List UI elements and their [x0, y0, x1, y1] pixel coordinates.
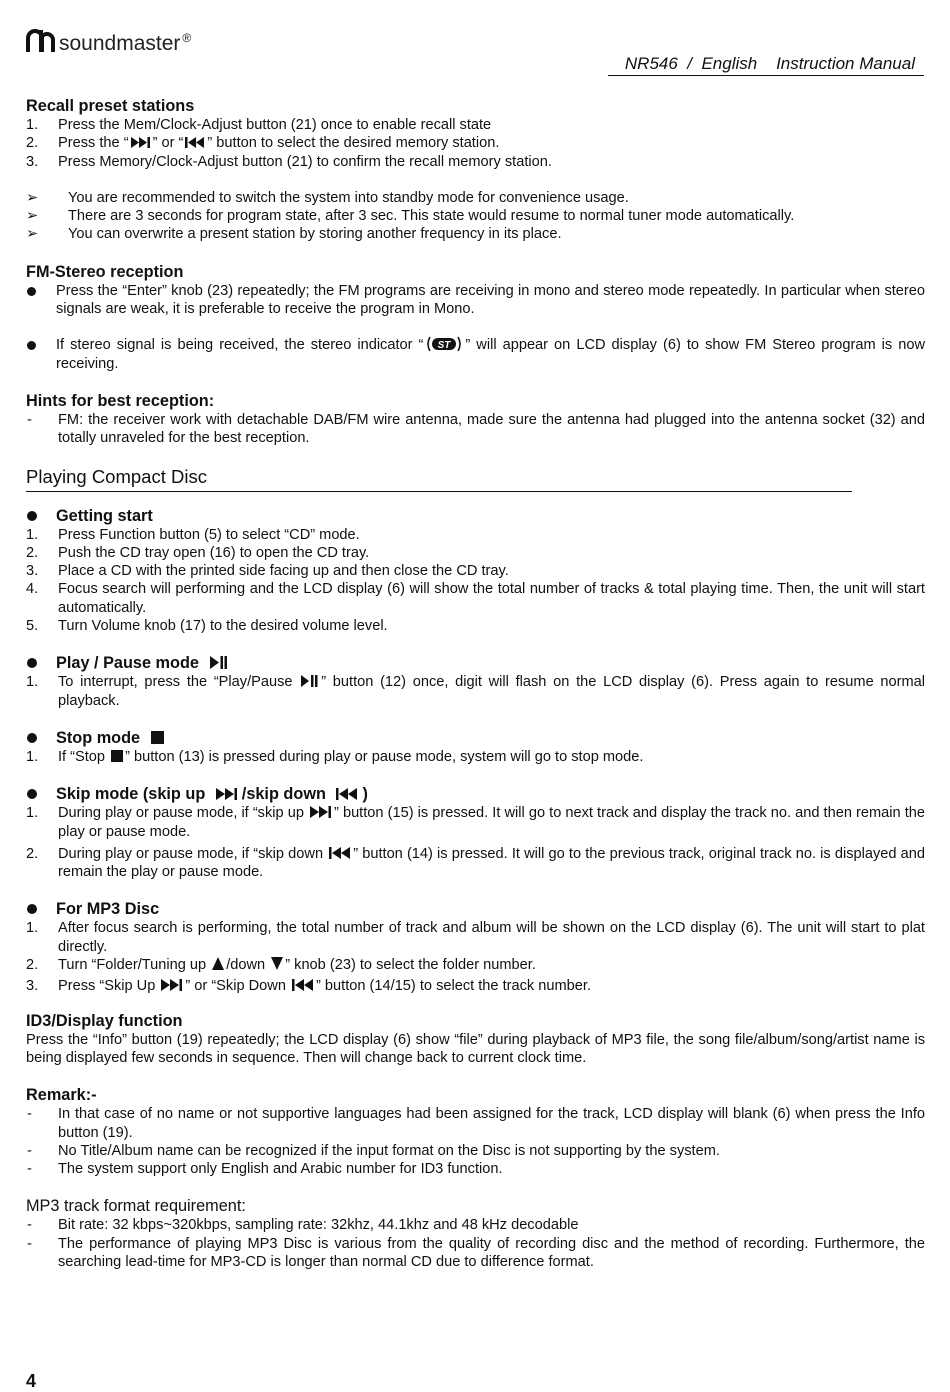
bullet-item: Press the “Enter” knob (23) repeatedly; the FM programs are receiving in mono and stereo mode repeatedly. In particular when stereo signals are weak, it is preferable to receive the program in Mono. [26, 282, 925, 319]
skip-back-icon [292, 979, 314, 991]
id3-title: ID3/Display function [26, 1011, 183, 1030]
list-item: 2. Turn “Folder/Tuning up /down ” knob (23) to select the folder number. [26, 957, 536, 974]
list-item: 4. Focus search will performing and the LCD display (6) will show the total number of tracks & total playing time. Then, the unit will start automatically. [26, 581, 925, 616]
play-pause-icon [210, 656, 228, 669]
skip-back-icon [336, 788, 358, 800]
hints-title: Hints for best reception: [26, 391, 215, 410]
remark-title: Remark:- [26, 1086, 97, 1105]
brand-name: soundmaster ® [59, 31, 192, 55]
skip-forward-icon [161, 979, 183, 991]
dash-item: - The performance of playing MP3 Disc is various from the quality of recording disc and the method of recording. Furthermore, the searching lead-time for MP3-CD is longer than normal CD due to difference format. [27, 1235, 925, 1270]
list-item: 2. Push the CD tray open (16) to open the CD tray. [26, 544, 370, 561]
list-item: 1. Press the Mem/Clock-Adjust button (21) once to enable recall state [26, 117, 492, 133]
stop-icon [111, 750, 123, 762]
brand-logo [26, 26, 191, 56]
list-item: 3. Press “Skip Up ” or “Skip Down ” button (14/15) to select the track number. [26, 978, 591, 995]
skip-forward-icon [310, 806, 332, 818]
list-item: 3. Place a CD with the printed side facing up and then close the CD tray. [26, 563, 509, 580]
triangle-down-icon [271, 957, 283, 970]
skip-forward-icon [131, 137, 151, 148]
page-number: 4 [26, 1371, 37, 1391]
list-item: 1. After focus search is performing, the total number of track and album will be shown on the LCD display (6). The unit will start to plat directly. [26, 920, 925, 955]
stop-icon [151, 731, 164, 744]
triangle-up-icon [212, 957, 224, 970]
stereo-indicator-icon [425, 336, 463, 352]
getting-start-title: Getting start [26, 506, 925, 526]
note-item: ➢ You are recommended to switch the system into standby mode for convenience usage. [26, 189, 629, 206]
note-item: ➢ You can overwrite a present station by storing another frequency in its place. [26, 226, 562, 243]
mp3-requirement-title: MP3 track format requirement: [26, 1197, 246, 1216]
mp3-disc-title: For MP3 Disc [26, 899, 925, 919]
list-item: 3. Press Memory/Clock-Adjust button (21) to confirm the recall memory station. [26, 153, 552, 170]
play-pause-title: Play / Pause mode [26, 653, 925, 673]
note-item: ➢ There are 3 seconds for program state, after 3 sec. This state would resume to normal tuner mode automatically. [26, 208, 795, 225]
dash-item: - FM: the receiver work with detachable DAB/FM wire antenna, made sure the antenna had plugged into the antenna socket (32) and totally unraveled for the best reception. [27, 411, 925, 447]
page-content [26, 96, 925, 1271]
fm-title: FM-Stereo reception [26, 262, 184, 281]
dash-item: - The system support only English and Arabic number for ID3 function. [27, 1161, 503, 1178]
skip-back-icon [185, 137, 205, 148]
stop-mode-title: Stop mode [26, 728, 925, 748]
list-item: 2. During play or pause mode, if “skip down ” button (14) is pressed. It will go to the previous track, original track no. is displayed and remain the play or pause mode. [26, 845, 925, 881]
document-title: NR546 / English Instruction Manual [624, 54, 915, 73]
soundmaster-logo-icon [26, 28, 56, 54]
skip-mode-title: Skip mode (skip up /skip down ) [26, 784, 925, 804]
skip-forward-icon [216, 788, 238, 800]
recall-title: Recall preset stations [26, 97, 195, 115]
list-item: 1. Press Function button (5) to select “CD” mode. [26, 526, 360, 543]
list-item: 5. Turn Volume knob (17) to the desired volume level. [26, 618, 388, 635]
skip-back-icon [329, 847, 351, 859]
play-pause-icon [301, 675, 319, 687]
section-title: Playing Compact Disc [26, 466, 852, 492]
svg-text:ST: ST [438, 340, 451, 352]
dash-item: - Bit rate: 32 kbps~320kbps, sampling rate: 32khz, 44.1khz and 48 kHz decodable [27, 1217, 579, 1234]
list-item: 1. During play or pause mode, if “skip up ” button (15) is pressed. It will go to next track and display the track no. and then remain the play or pause mode. [26, 805, 925, 840]
bullet-item: If stereo signal is being received, the stereo indicator “ ST ” will appear on LCD display (6) to show FM Stereo program is now receiving. [26, 336, 925, 373]
list-item: 1. To interrupt, press the “Play/Pause ” button (12) once, digit will flash on the LCD display (6). Press again to resume normal playback. [26, 674, 926, 709]
header-rule [608, 75, 924, 76]
dash-item: - No Title/Album name can be recognized if the input format on the Disc is not supporting by the system. [27, 1142, 720, 1159]
id3-paragraph: Press the “Info” button (19) repeatedly; the LCD display (6) show “file” during playback of MP3 file, the song file/album/song/artist name is being displayed few seconds in sequence. Then will change back to current clock time. [26, 1031, 925, 1066]
list-item: 1. If “Stop ” button (13) is pressed during play or pause mode, system will go to stop mode. [26, 748, 644, 765]
dash-item: - In that case of no name or not supportive languages had been assigned for the track, LCD display will blank (6) when press the Info button (19). [27, 1106, 925, 1141]
list-item: 2. Press the “ ” or “ ” button to select the desired memory station. [26, 135, 500, 152]
